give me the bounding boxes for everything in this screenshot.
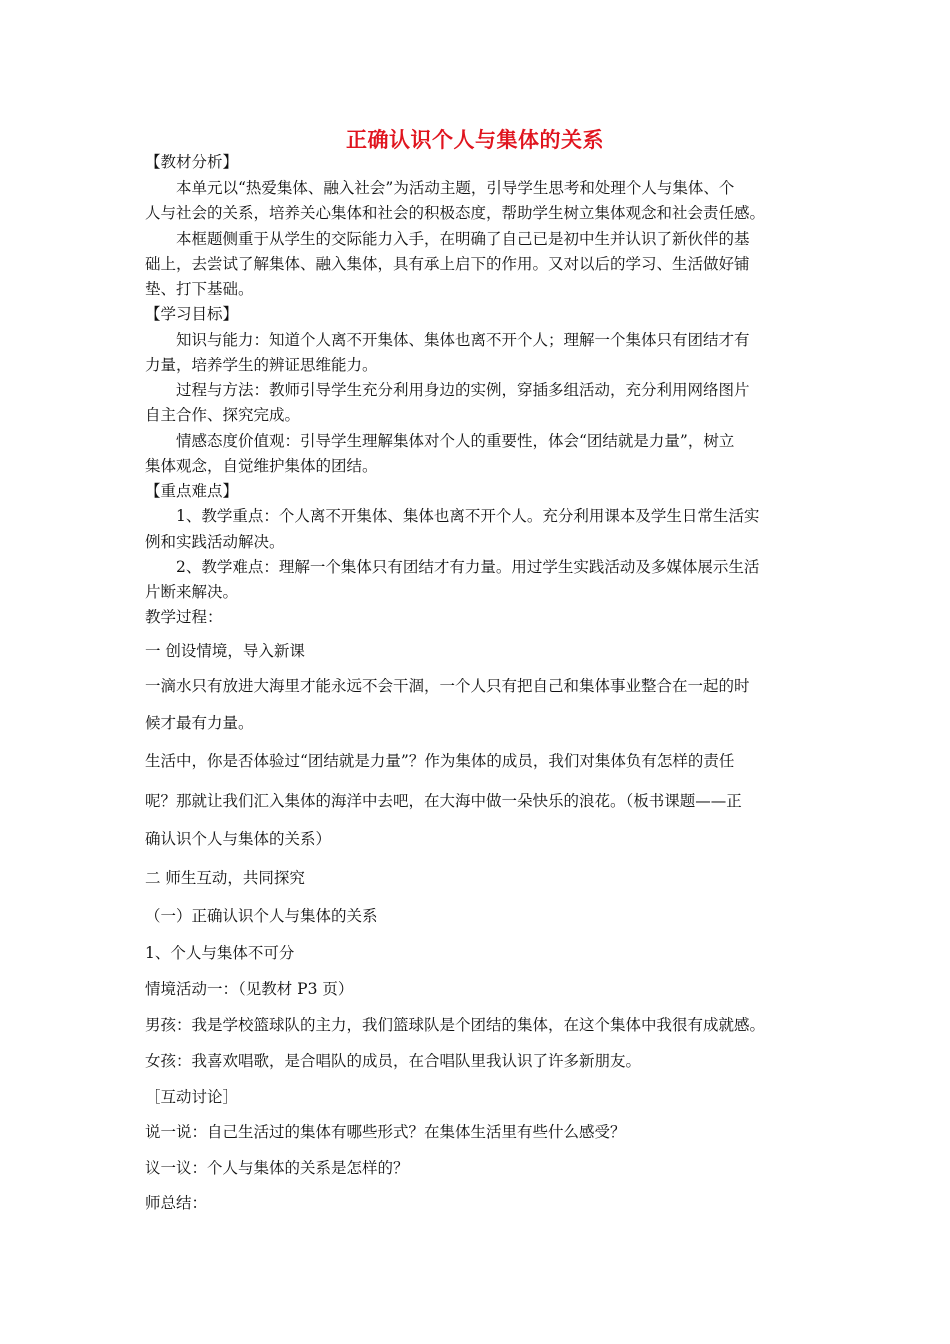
- subheading-interaction: 二 师生互动，共同探究: [145, 869, 305, 887]
- paragraph-line: 例和实践活动解决。: [145, 533, 285, 551]
- paragraph-line: 说一说：自己生活过的集体有哪些形式？在集体生活里有些什么感受？: [145, 1123, 626, 1141]
- paragraph-line: ［互动讨论］: [145, 1088, 239, 1106]
- paragraph-line: 人与社会的关系，培养关心集体和社会的积极态度，帮助学生树立集体观念和社会责任感。: [145, 204, 766, 222]
- paragraph-line: 垫、打下基础。: [145, 280, 254, 298]
- paragraph-line: 力量，培养学生的辨证思维能力。: [145, 356, 378, 374]
- paragraph-line: 呢？那就让我们汇入集体的海洋中去吧，在大海中做一朵快乐的浪花。（板书课题——正: [145, 792, 742, 810]
- paragraph-line: 候才最有力量。: [145, 714, 254, 732]
- paragraph-line: 一滴水只有放进大海里才能永远不会干涸，一个人只有把自己和集体事业整合在一起的时: [145, 677, 750, 695]
- subheading-create-scenario: 一 创设情境，导入新课: [145, 642, 305, 660]
- paragraph-line: 女孩：我喜欢唱歌，是合唱队的成员，在合唱队里我认识了许多新朋友。: [145, 1052, 642, 1070]
- paragraph-line: 确认识个人与集体的关系）: [145, 830, 332, 848]
- paragraph-line: 2、教学难点：理解一个集体只有团结才有力量。用过学生实践活动及多媒体展示生活: [176, 558, 760, 576]
- paragraph-line: 本单元以“热爱集体、融入社会”为活动主题，引导学生思考和处理个人与集体、个: [176, 179, 735, 197]
- paragraph-line: 过程与方法：教师引导学生充分利用身边的实例，穿插多组活动，充分利用网络图片: [176, 381, 750, 399]
- section-heading-key-points: 【重点难点】: [145, 482, 239, 500]
- paragraph-line: 集体观念，自觉维护集体的团结。: [145, 457, 378, 475]
- paragraph-line: 本框题侧重于从学生的交际能力入手，在明确了自己已是初中生并认识了新伙伴的基: [176, 230, 750, 248]
- section-heading-textbook-analysis: 【教材分析】: [145, 153, 239, 171]
- paragraph-line: 情境活动一：（见教材 P3 页）: [145, 980, 354, 998]
- document-title: 正确认识个人与集体的关系: [346, 128, 604, 152]
- paragraph-line: 生活中，你是否体验过“团结就是力量”？作为集体的成员，我们对集体负有怎样的责任: [145, 752, 735, 770]
- section-heading-learning-goals: 【学习目标】: [145, 305, 239, 323]
- subheading-correct-understanding: （一）正确认识个人与集体的关系: [145, 907, 378, 925]
- paragraph-line: 片断来解决。: [145, 583, 239, 601]
- paragraph-line: 情感态度价值观：引导学生理解集体对个人的重要性，体会“团结就是力量”，树立: [176, 432, 735, 450]
- paragraph-line: 知识与能力：知道个人离不开集体、集体也离不开个人；理解一个集体只有团结才有: [176, 331, 750, 349]
- paragraph-line: 自主合作、探究完成。: [145, 406, 301, 424]
- paragraph-line: 师总结：: [145, 1194, 208, 1212]
- paragraph-line: 教学过程：: [145, 608, 223, 626]
- paragraph-line: 础上，去尝试了解集体、融入集体，具有承上启下的作用。又对以后的学习、生活做好铺: [145, 255, 750, 273]
- subheading-inseparable: 1、个人与集体不可分: [145, 944, 295, 962]
- paragraph-line: 1、教学重点：个人离不开集体、集体也离不开个人。充分利用课本及学生日常生活实: [176, 507, 760, 525]
- paragraph-line: 议一议：个人与集体的关系是怎样的？: [145, 1159, 409, 1177]
- paragraph-line: 男孩：我是学校篮球队的主力，我们篮球队是个团结的集体，在这个集体中我很有成就感。: [145, 1016, 766, 1034]
